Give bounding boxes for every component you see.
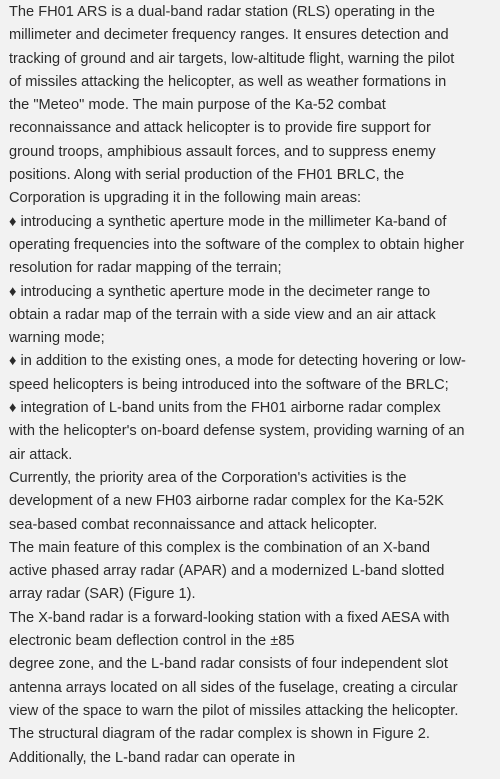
text-line: positions. Along with serial production of the FH01 BRLC, the bbox=[9, 167, 405, 184]
bullet-line: ♦ introducing a synthetic aperture mode in the decimeter range to bbox=[9, 283, 431, 300]
text-line: millimeter and decimeter frequency ranges. It ensures detection and bbox=[9, 27, 449, 44]
text-line: The structural diagram of the radar complex is shown in Figure 2. bbox=[9, 726, 430, 743]
text-line: the "Meteo" mode. The main purpose of the Ka-52 combat bbox=[9, 97, 386, 114]
text-line: ground troops, amphibious assault forces, and to suppress enemy bbox=[9, 143, 436, 160]
bullet-line: ♦ in addition to the existing ones, a mode for detecting hovering or low- bbox=[9, 353, 466, 370]
text-line: array radar (SAR) (Figure 1). bbox=[9, 586, 196, 603]
bullet-line: ♦ integration of L-band units from the FH01 airborne radar complex bbox=[9, 400, 441, 417]
text-line: reconnaissance and attack helicopter is to provide fire support for bbox=[9, 120, 431, 137]
text-line: The FH01 ARS is a dual-band radar station (RLS) operating in the bbox=[9, 4, 435, 20]
text-line: view of the space to warn the pilot of missiles attacking the helicopter. bbox=[9, 702, 459, 719]
text-line: The X-band radar is a forward-looking station with a fixed AESA with bbox=[9, 609, 450, 626]
text-line: speed helicopters is being introduced into the software of the BRLC; bbox=[9, 376, 449, 393]
text-line: tracking of ground and air targets, low-altitude flight, warning the pilot bbox=[9, 50, 455, 67]
text-line: The main feature of this complex is the combination of an X-band bbox=[9, 539, 431, 556]
text-line: obtain a radar map of the terrain with a side view and an air attack bbox=[9, 306, 436, 323]
text-line: Currently, the priority area of the Corporation's activities is the bbox=[9, 469, 407, 486]
text-line: warning mode; bbox=[9, 330, 105, 347]
text-line: electronic beam deflection control in the ±85 bbox=[9, 633, 295, 650]
text-line: of missiles attacking the helicopter, as well as weather formations in bbox=[9, 73, 447, 90]
text-line: resolution for radar mapping of the terrain; bbox=[9, 260, 282, 277]
bullet-line: ♦ introducing a synthetic aperture mode in the millimeter Ka-band of bbox=[9, 213, 447, 230]
text-line: sea-based combat reconnaissance and attack helicopter. bbox=[9, 516, 378, 533]
text-line: degree zone, and the L-band radar consists of four independent slot bbox=[9, 656, 448, 673]
text-line: antenna arrays located on all sides of the fuselage, creating a circular bbox=[9, 679, 458, 696]
text-line: Corporation is upgrading it in the following main areas: bbox=[9, 190, 362, 207]
text-line: with the helicopter's on-board defense system, providing warning of an bbox=[9, 423, 465, 440]
text-line: active phased array radar (APAR) and a modernized L-band slotted bbox=[9, 563, 445, 580]
text-line: air attack. bbox=[9, 446, 73, 463]
text-line: Additionally, the L-band radar can operate in bbox=[9, 749, 296, 766]
text-line: operating frequencies into the software of the complex to obtain higher bbox=[9, 236, 465, 253]
text-line: development of a new FH03 airborne radar complex for the Ka-52K bbox=[9, 493, 444, 510]
